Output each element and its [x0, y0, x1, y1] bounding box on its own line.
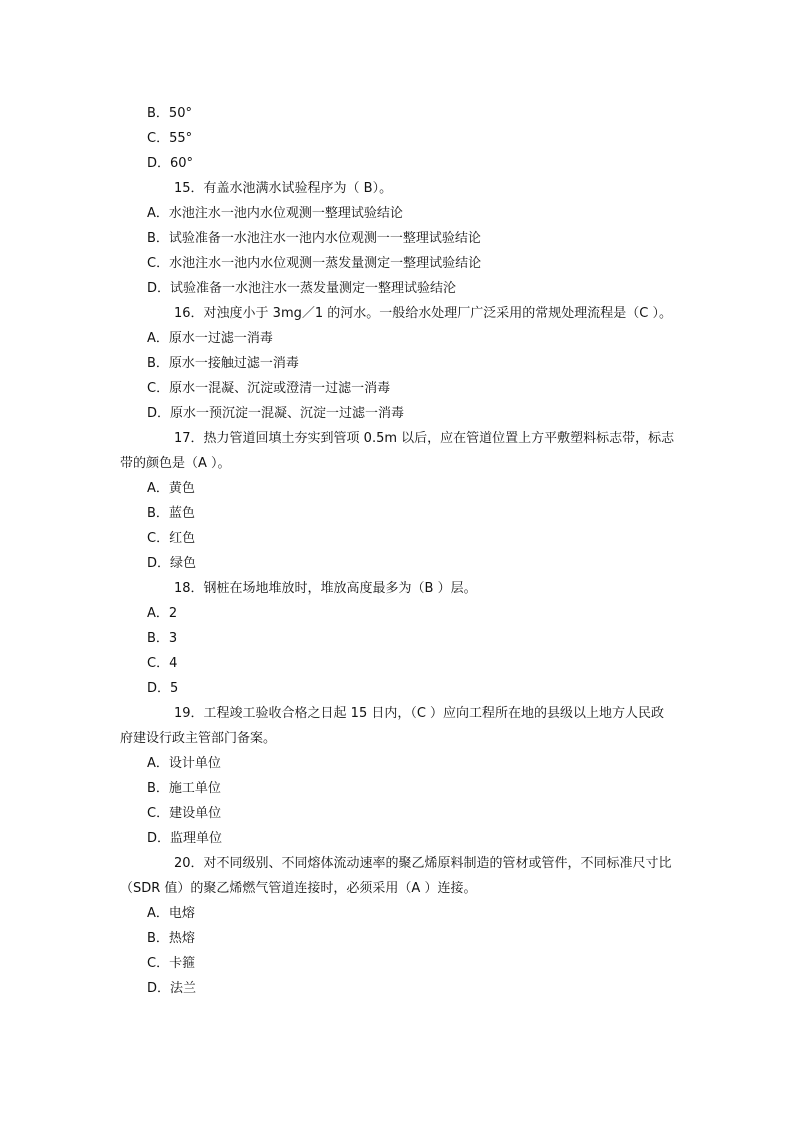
answer-option: D．60° [147, 156, 194, 171]
question-text: 20．对不同级别、不同熔体流动速率的聚乙烯原料制造的管材或管件，不同标准尺寸比 [174, 856, 672, 871]
answer-option: B．原水一接触过滤一消毒 [147, 356, 299, 371]
question-text: 16．对浊度小于 3mg／1 的河水。一般给水处理厂广泛采用的常规处理流程是（C ）。 [174, 306, 672, 321]
answer-option: C．卡箍 [147, 956, 196, 971]
question-text-continuation: 带的颜色是（A ）。 [120, 456, 231, 471]
answer-option: D．5 [147, 681, 179, 696]
question-list [120, 101, 687, 1001]
answer-option: B．试验准备一水池注水一池内水位观测一一整理试验结论 [147, 231, 481, 246]
answer-option: A．黄色 [147, 481, 195, 496]
question-text-continuation: （SDR 值）的聚乙烯燃气管道连接时，必须采用（A ）连接。 [120, 881, 477, 896]
answer-option: C．55° [147, 131, 193, 146]
answer-option: A．水池注水一池内水位观测一整理试验结论 [147, 206, 403, 221]
answer-option: D．试验准备一水池注水一蒸发量测定一整理试验结沦 [147, 281, 457, 296]
answer-option: B．热熔 [147, 931, 195, 946]
answer-option: C．原水一混凝、沉淀或澄清一过滤一消毒 [147, 381, 391, 396]
answer-option: B．蓝色 [147, 506, 195, 521]
answer-option: C．红色 [147, 531, 196, 546]
answer-option: B．50° [147, 106, 192, 121]
question-text: 19．工程竣工验收合格之日起 15 日内，（C ）应向工程所在地的县级以上地方人民政 [174, 706, 665, 721]
answer-option: A．设计单位 [147, 756, 221, 771]
answer-option: D．绿色 [147, 556, 197, 571]
answer-option: A．电熔 [147, 906, 195, 921]
answer-option: A．2 [147, 606, 178, 621]
answer-option: D．监理单位 [147, 831, 223, 846]
answer-option: D．法兰 [147, 981, 197, 996]
answer-option: D．原水一预沉淀一混凝、沉淀一过滤一消毒 [147, 406, 405, 421]
question-text-continuation: 府建设行政主管部门备案。 [120, 731, 277, 746]
answer-option: C．4 [147, 656, 178, 671]
answer-option: C．水池注水一池内水位观测一蒸发量测定一整理试验结论 [147, 256, 482, 271]
question-text: 17．热力管道回填土夯实到管项 0.5m 以后，应在管道位置上方平敷塑料标志带，标志 [174, 431, 675, 446]
answer-option: B．施工单位 [147, 781, 221, 796]
question-text: 15．有盖水池满水试验程序为（ B）。 [174, 181, 393, 196]
question-text: 18．钢桩在场地堆放时，堆放高度最多为（B ）层。 [174, 581, 477, 596]
answer-option: B．3 [147, 631, 178, 646]
answer-option: A．原水一过滤一消毒 [147, 331, 273, 346]
answer-option: C．建设单位 [147, 806, 222, 821]
